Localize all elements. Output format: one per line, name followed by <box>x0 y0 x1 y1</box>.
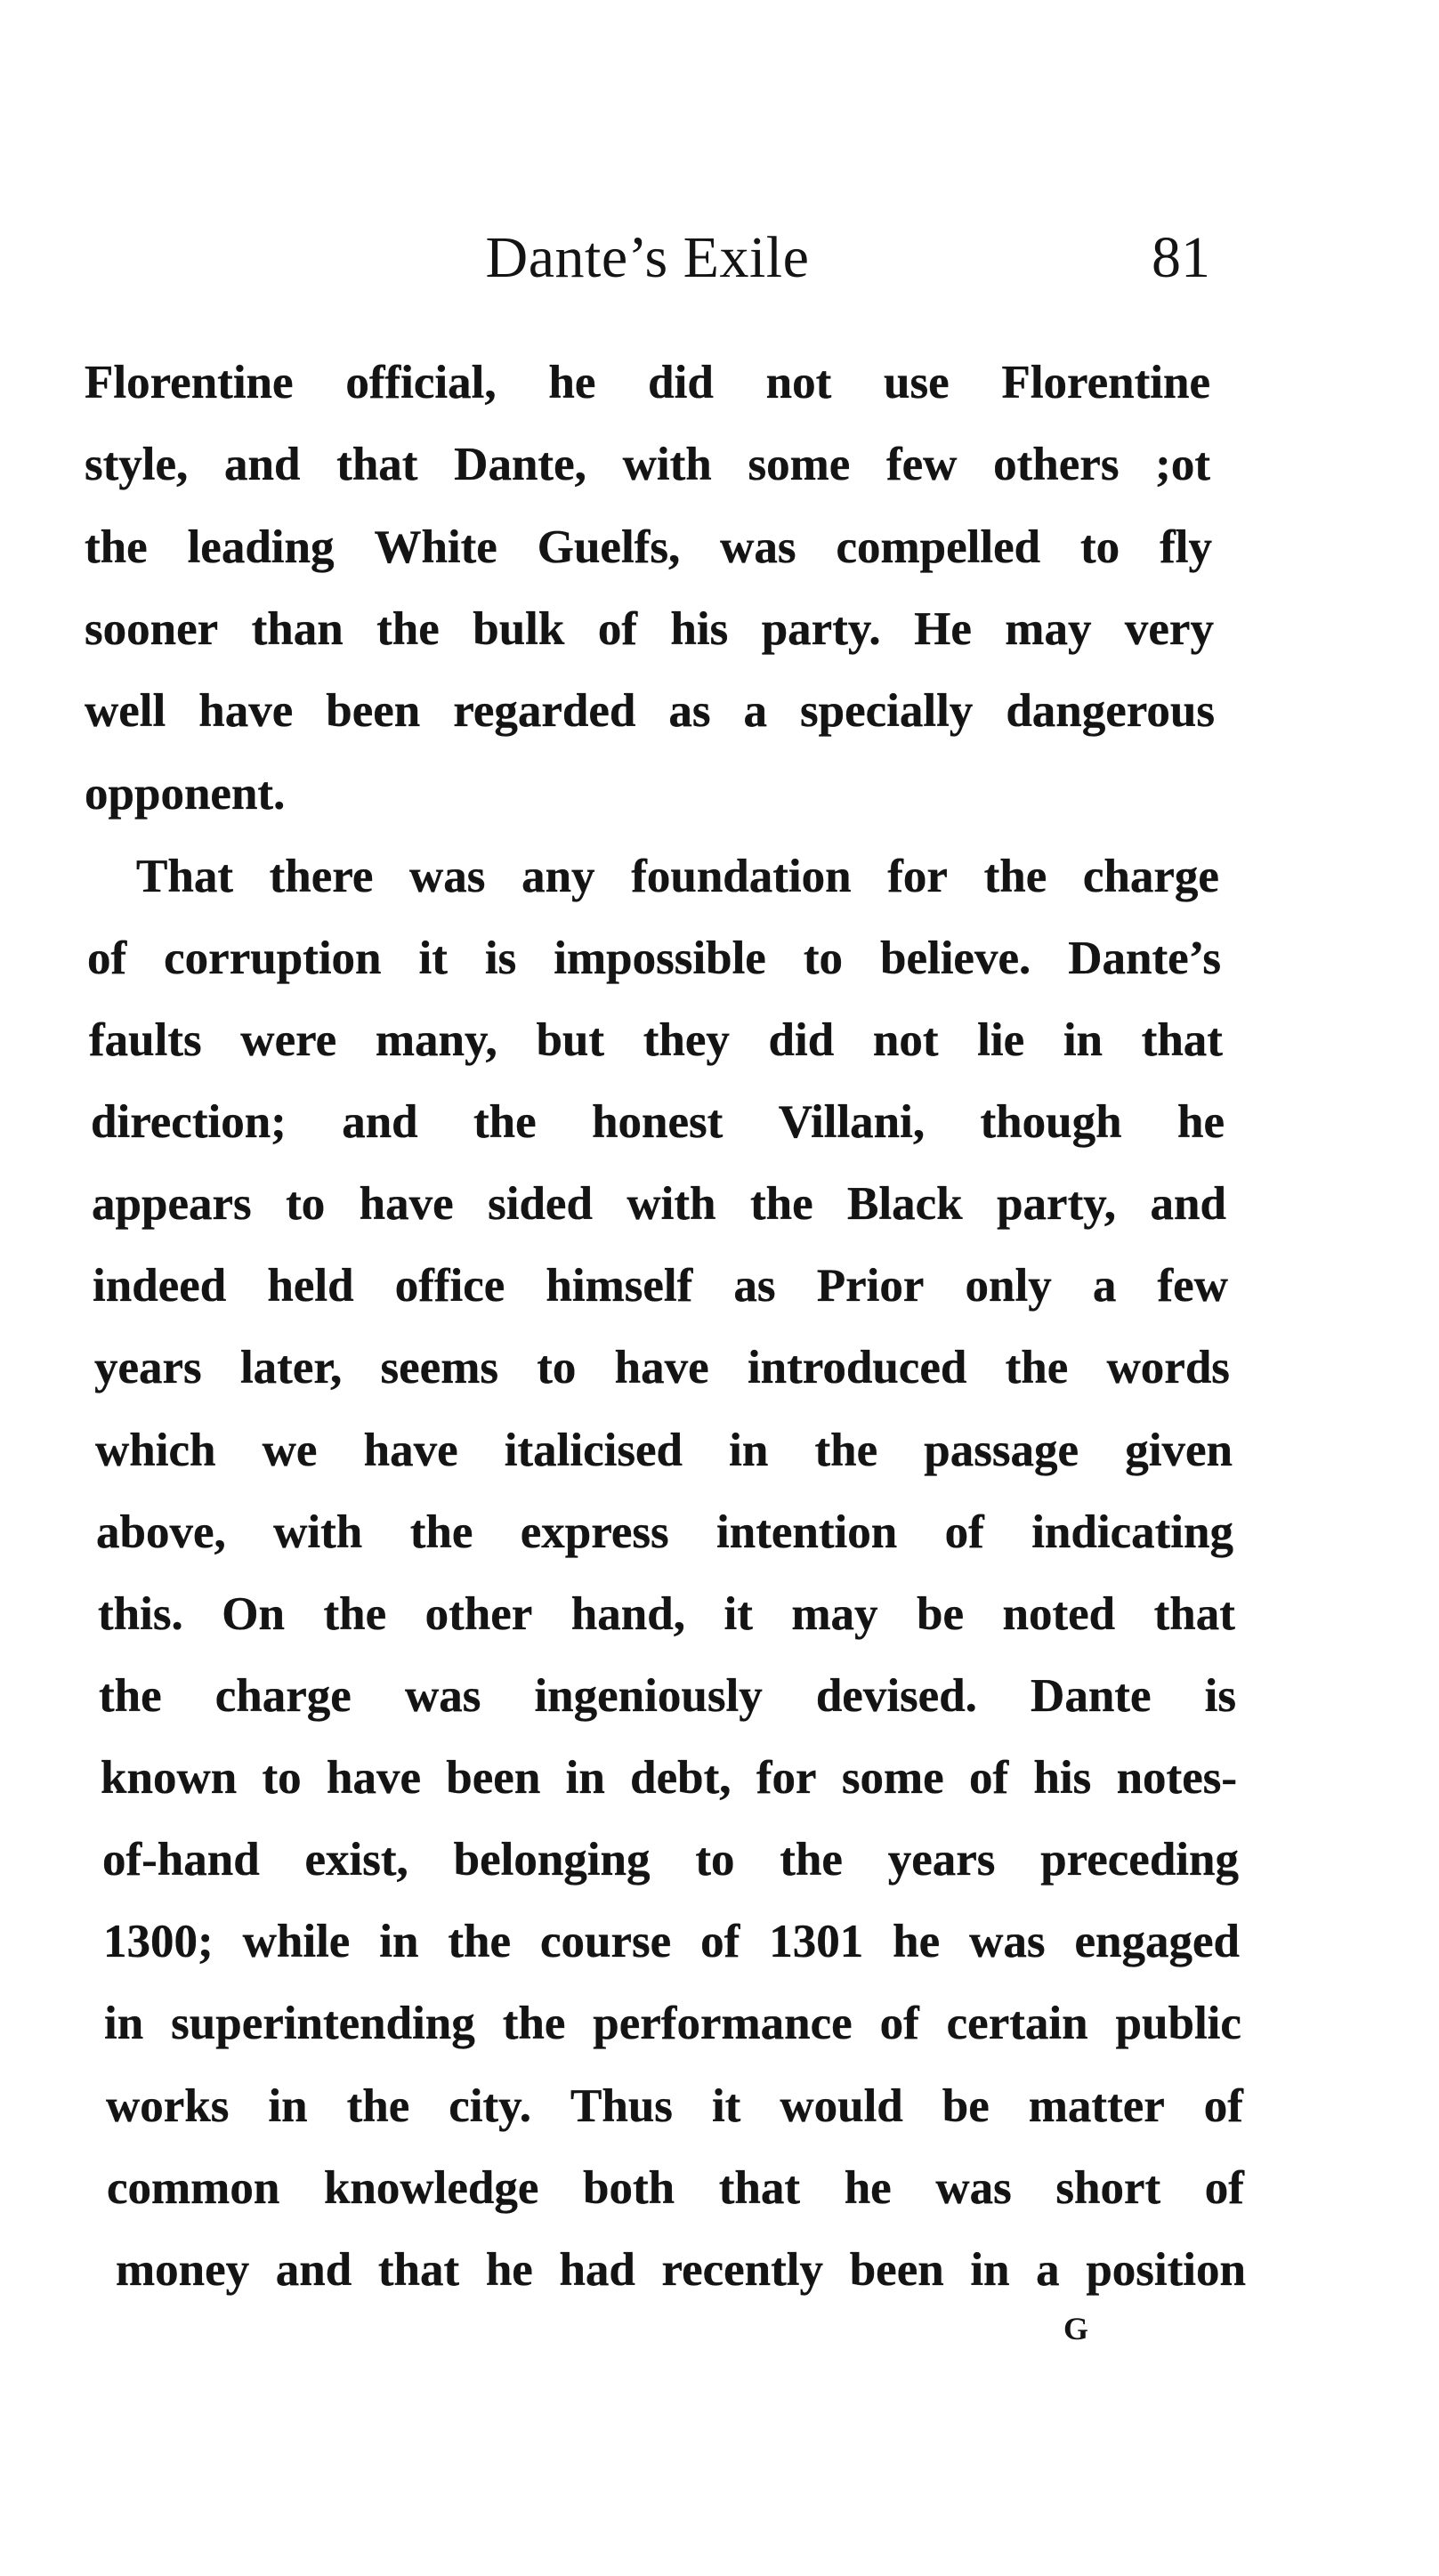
word: years <box>94 1342 202 1393</box>
word: express <box>520 1506 669 1558</box>
word: he <box>1176 1096 1225 1148</box>
text-line <box>92 1173 1226 1235</box>
word: honest <box>592 1096 724 1148</box>
word: have <box>326 1752 421 1804</box>
word: short <box>1055 2162 1161 2214</box>
word: devised. <box>815 1670 977 1722</box>
word: both <box>583 2162 675 2214</box>
word: he <box>548 357 596 408</box>
word: hand, <box>570 1588 685 1640</box>
word: some <box>748 439 851 490</box>
text-line <box>99 1665 1236 1727</box>
text-line <box>96 1501 1233 1563</box>
word: it <box>418 933 448 984</box>
word: certain <box>946 1998 1088 2049</box>
word: not <box>765 357 832 408</box>
word: official, <box>345 357 497 408</box>
word: later, <box>239 1342 343 1393</box>
word: in <box>729 1425 769 1476</box>
word: years <box>887 1834 996 1886</box>
word: be <box>917 1588 964 1640</box>
word: only <box>965 1260 1052 1312</box>
running-head <box>85 218 1210 298</box>
word: the <box>473 1096 537 1148</box>
text-line <box>136 845 1219 908</box>
word: that <box>336 439 418 490</box>
word: use <box>884 357 950 408</box>
text-line <box>91 1091 1225 1153</box>
word: Florentine <box>1001 357 1210 408</box>
word: he <box>485 2244 533 2296</box>
word: in <box>268 2080 308 2132</box>
word: knowledge <box>323 2162 539 2214</box>
word: that <box>1141 1014 1223 1066</box>
word: Dante <box>1031 1670 1152 1722</box>
word: in <box>104 1998 144 2049</box>
word: the <box>409 1506 473 1558</box>
word: in <box>970 2244 1010 2296</box>
word: exist, <box>304 1834 408 1886</box>
word: to <box>1080 521 1120 573</box>
word: which <box>95 1425 216 1476</box>
word: was <box>935 2162 1012 2214</box>
page-number: 81 <box>1152 225 1210 290</box>
word: of <box>700 1916 740 1967</box>
word: Florentine <box>85 357 294 408</box>
word: Prior <box>816 1260 925 1312</box>
word: the <box>983 851 1047 902</box>
word: he <box>893 1916 941 1967</box>
word: charge <box>214 1670 352 1722</box>
word: was <box>720 521 796 573</box>
text-line <box>85 351 1210 414</box>
word: the <box>346 2080 410 2132</box>
word: to <box>695 1834 735 1886</box>
text-line <box>85 516 1212 578</box>
word: very <box>1124 603 1214 655</box>
word: course <box>540 1916 672 1967</box>
word: matter <box>1028 2080 1165 2132</box>
word: been <box>849 2244 944 2296</box>
word: direction; <box>91 1096 287 1148</box>
text-line <box>89 1009 1223 1071</box>
word: debt, <box>630 1752 732 1804</box>
word: have <box>363 1425 458 1476</box>
word: and <box>1150 1178 1226 1230</box>
word: others <box>993 439 1120 490</box>
word: office <box>394 1260 505 1312</box>
word: of <box>879 1998 919 2049</box>
word: known <box>101 1752 238 1804</box>
word: they <box>643 1014 730 1066</box>
word: regarded <box>453 685 636 737</box>
word: been <box>446 1752 541 1804</box>
running-title: Dante’s Exile <box>485 225 810 290</box>
word: party. <box>761 603 881 655</box>
word: noted <box>1002 1588 1116 1640</box>
text-line <box>107 2157 1244 2219</box>
word: indicating <box>1031 1506 1233 1558</box>
word: in <box>565 1752 605 1804</box>
word: for <box>756 1752 817 1804</box>
word: not <box>872 1014 939 1066</box>
word: did <box>648 357 714 408</box>
word: party, <box>997 1178 1117 1230</box>
word: style, <box>85 439 189 490</box>
text-line <box>94 1336 1230 1399</box>
word: the <box>323 1588 387 1640</box>
word: intention <box>716 1506 898 1558</box>
word: leading <box>187 521 335 573</box>
word: the <box>85 521 148 573</box>
word: Guelfs, <box>537 521 681 573</box>
word: with <box>627 1178 716 1230</box>
word: given <box>1125 1425 1233 1476</box>
word: that <box>718 2162 801 2214</box>
word: belonging <box>453 1834 651 1886</box>
word: the <box>749 1178 813 1230</box>
word: was <box>409 851 486 902</box>
word: with <box>622 439 712 490</box>
word: preceding <box>1040 1834 1239 1886</box>
word: italicised <box>504 1425 683 1476</box>
word: opponent. <box>85 768 286 820</box>
word: recently <box>661 2244 824 2296</box>
word: performance <box>593 1998 853 2049</box>
word: compelled <box>836 521 1041 573</box>
word: have <box>198 685 294 737</box>
word: bulk <box>473 603 565 655</box>
word: that <box>1153 1588 1235 1640</box>
word: a <box>1092 1260 1117 1312</box>
word: may <box>1005 603 1092 655</box>
word: his <box>670 603 729 655</box>
word: superintending <box>171 1998 475 2049</box>
word: have <box>359 1178 454 1230</box>
word: specially <box>799 685 974 737</box>
word: for <box>887 851 948 902</box>
word: the <box>814 1425 878 1476</box>
word: a <box>1036 2244 1060 2296</box>
text-line <box>104 1992 1241 2055</box>
word: dangerous <box>1006 685 1215 737</box>
word: is <box>484 933 517 984</box>
text-line <box>106 2075 1243 2137</box>
word: ;ot <box>1155 439 1210 490</box>
word: and <box>224 439 301 490</box>
word: have <box>614 1342 709 1393</box>
word: held <box>267 1260 354 1312</box>
word: to <box>537 1342 577 1393</box>
word: any <box>521 851 595 902</box>
word: corruption <box>164 933 382 984</box>
word: lie <box>977 1014 1025 1066</box>
word: may <box>791 1588 878 1640</box>
word: He <box>914 603 972 655</box>
word: this. <box>98 1588 183 1640</box>
text-line <box>85 763 1215 825</box>
word: than <box>251 603 344 655</box>
word: but <box>536 1014 605 1066</box>
word: charge <box>1082 851 1219 902</box>
text-line <box>102 1829 1239 1891</box>
text-line <box>85 680 1215 742</box>
word: impossible <box>554 933 766 984</box>
word: common <box>107 2162 280 2214</box>
word: other <box>424 1588 533 1640</box>
word: ingeniously <box>534 1670 763 1722</box>
word: of-hand <box>102 1834 260 1886</box>
word: Dante’s <box>1068 933 1221 984</box>
word: position <box>1086 2244 1246 2296</box>
word: to <box>262 1752 302 1804</box>
word: sooner <box>85 603 219 655</box>
word: was <box>404 1670 481 1722</box>
word: believe. <box>879 933 1031 984</box>
word: public <box>1115 1998 1241 2049</box>
word: to <box>803 933 843 984</box>
word: passage <box>924 1425 1079 1476</box>
word: of <box>1203 2080 1243 2132</box>
word: engaged <box>1074 1916 1240 1967</box>
word: to <box>286 1178 326 1230</box>
text-line <box>93 1255 1228 1317</box>
word: many, <box>375 1014 497 1066</box>
word: works <box>106 2080 230 2132</box>
word: White <box>374 521 497 573</box>
word: some <box>841 1752 944 1804</box>
word: introduced <box>747 1342 967 1393</box>
text-line <box>95 1419 1233 1482</box>
text-line <box>85 598 1214 660</box>
word: of <box>87 933 127 984</box>
word: the <box>376 603 440 655</box>
word: as <box>733 1260 776 1312</box>
text-line <box>98 1583 1235 1645</box>
word: Dante, <box>454 439 586 490</box>
word: he <box>844 2162 892 2214</box>
word: there <box>269 851 374 902</box>
word: fly <box>1160 521 1212 573</box>
word: though <box>980 1096 1122 1148</box>
word: the <box>1005 1342 1069 1393</box>
word: was <box>969 1916 1046 1967</box>
text-line <box>87 927 1221 989</box>
word: be <box>942 2080 990 2132</box>
word: it <box>711 2080 741 2132</box>
text-line <box>116 2239 1246 2301</box>
word: of <box>944 1506 984 1558</box>
word: is <box>1204 1670 1236 1722</box>
word: a <box>743 685 767 737</box>
word: would <box>780 2080 903 2132</box>
word: 1301 <box>769 1916 864 1967</box>
word: of <box>968 1752 1009 1804</box>
word: with <box>273 1506 363 1558</box>
text-line <box>103 1910 1240 1973</box>
word: On <box>222 1588 285 1640</box>
word: himself <box>546 1260 693 1312</box>
word: Thus <box>570 2080 673 2132</box>
word: words <box>1106 1342 1230 1393</box>
word: had <box>559 2244 635 2296</box>
word: were <box>240 1014 337 1066</box>
word: the <box>780 1834 843 1886</box>
word: been <box>326 685 421 737</box>
word: money <box>116 2244 250 2296</box>
word: Villani, <box>778 1096 926 1148</box>
word: the <box>99 1670 162 1722</box>
word: That <box>136 851 233 902</box>
word: it <box>724 1588 753 1640</box>
word: seems <box>380 1342 498 1393</box>
word: appears <box>92 1178 252 1230</box>
word: we <box>262 1425 318 1476</box>
word: in <box>1063 1014 1104 1066</box>
word: and <box>342 1096 418 1148</box>
word: the <box>448 1916 512 1967</box>
word: as <box>668 685 711 737</box>
word: that <box>377 2244 460 2296</box>
word: above, <box>96 1506 226 1558</box>
word: of <box>597 603 637 655</box>
word: in <box>379 1916 419 1967</box>
signature-mark: G <box>1063 2311 1089 2346</box>
word: well <box>85 685 166 737</box>
word: few <box>1157 1260 1228 1312</box>
word: sided <box>488 1178 593 1230</box>
word: Black <box>847 1178 963 1230</box>
word: notes- <box>1116 1752 1237 1804</box>
word: while <box>242 1916 351 1967</box>
word: foundation <box>631 851 852 902</box>
word: did <box>768 1014 835 1066</box>
word: the <box>502 1998 566 2049</box>
text-line <box>101 1747 1237 1809</box>
word: his <box>1033 1752 1092 1804</box>
word: city. <box>449 2080 531 2132</box>
word: few <box>885 439 958 490</box>
word: indeed <box>93 1260 227 1312</box>
word: of <box>1204 2162 1244 2214</box>
word: 1300; <box>103 1916 214 1967</box>
word: faults <box>89 1014 202 1066</box>
text-line <box>85 433 1210 496</box>
word: and <box>275 2244 352 2296</box>
